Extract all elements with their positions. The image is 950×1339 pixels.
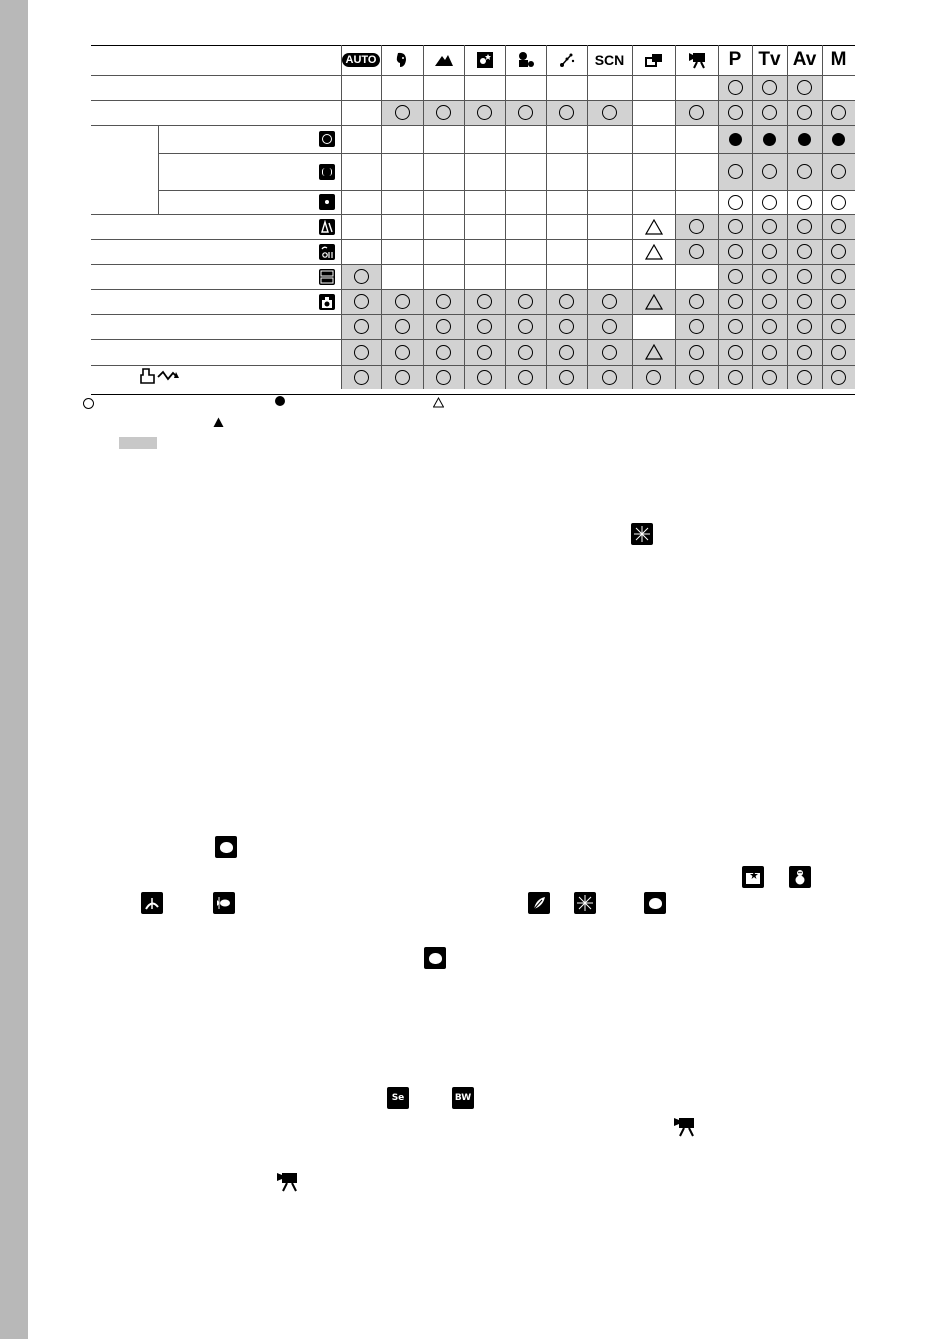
circle-mark-icon xyxy=(477,105,492,120)
column-label-av: Av xyxy=(792,49,817,70)
circle-mark-icon xyxy=(831,164,846,179)
circle-mark-icon xyxy=(762,370,777,385)
circle-mark-icon xyxy=(395,105,410,120)
underwater-icon xyxy=(644,892,666,914)
mark-circle xyxy=(505,365,546,389)
circle-mark-icon xyxy=(728,319,743,334)
beach-icon xyxy=(141,892,163,914)
mark-circle xyxy=(587,289,632,314)
column-label-m: M xyxy=(830,49,847,70)
circle-mark-icon xyxy=(797,370,812,385)
column-header-av xyxy=(787,45,822,75)
mark-circle xyxy=(587,100,632,125)
column-header-stitch xyxy=(632,45,675,75)
circle-mark-icon xyxy=(354,269,369,284)
circle-mark-icon xyxy=(395,345,410,360)
mark-circle xyxy=(752,365,787,389)
mark-circle xyxy=(546,365,587,389)
circle-mark-icon xyxy=(689,105,704,120)
circle-mark-icon xyxy=(559,345,574,360)
mark-circle xyxy=(787,264,822,289)
circle-mark-icon xyxy=(831,319,846,334)
column-label-scn: SCN xyxy=(594,52,625,68)
mark-circle xyxy=(546,339,587,365)
mark-circle xyxy=(675,339,718,365)
mark-circle xyxy=(505,339,546,365)
circle-mark-icon xyxy=(762,244,777,259)
circle-mark-icon xyxy=(689,370,704,385)
mark-circle xyxy=(423,100,464,125)
circle-mark-icon xyxy=(559,319,574,334)
mark-dot xyxy=(822,125,855,153)
column-header-scn xyxy=(587,45,632,75)
circle-mark-icon xyxy=(728,105,743,120)
legend-circle-icon xyxy=(83,398,94,409)
circle-mark-icon xyxy=(728,269,743,284)
column-header-landscape xyxy=(423,45,464,75)
mark-circle xyxy=(718,365,752,389)
legend-dot-icon xyxy=(275,396,285,406)
circle-mark-icon xyxy=(797,164,812,179)
circle-mark-icon xyxy=(354,345,369,360)
mark-circle xyxy=(787,75,822,100)
dot-mark-icon xyxy=(763,133,776,146)
circle-mark-icon xyxy=(728,80,743,95)
column-header-tv xyxy=(752,45,787,75)
mark-circle xyxy=(505,314,546,339)
mark-circle xyxy=(752,289,787,314)
mark-circle xyxy=(822,365,855,389)
mark-circle xyxy=(787,214,822,239)
column-header-movie xyxy=(675,45,718,75)
mark-circle xyxy=(718,264,752,289)
circle-mark-icon xyxy=(762,269,777,284)
table-bottom-rule xyxy=(91,394,855,395)
movie-icon xyxy=(687,51,707,69)
circle-mark-icon xyxy=(728,244,743,259)
mark-circle xyxy=(505,100,546,125)
evaluative-metering-icon-glyph xyxy=(322,134,332,144)
circle-mark-icon xyxy=(689,219,704,234)
mark-circle xyxy=(381,289,423,314)
page-edge-tab xyxy=(0,0,28,1339)
mark-triangle xyxy=(632,289,675,314)
circle-mark-icon xyxy=(518,345,533,360)
circle-mark-icon xyxy=(831,269,846,284)
mark-circle xyxy=(341,365,381,389)
mark-circle xyxy=(718,190,752,214)
indoor-icon xyxy=(557,51,577,69)
mark-circle xyxy=(787,365,822,389)
mark-circle xyxy=(587,314,632,339)
mark-triangle xyxy=(632,214,675,239)
mark-circle xyxy=(675,100,718,125)
aquarium-icon xyxy=(213,892,235,914)
mark-circle xyxy=(787,339,822,365)
column-header-p xyxy=(718,45,752,75)
mark-triangle xyxy=(632,339,675,365)
circle-mark-icon xyxy=(689,319,704,334)
mark-circle xyxy=(464,289,505,314)
mark-circle xyxy=(546,314,587,339)
circle-mark-icon xyxy=(762,105,777,120)
mark-circle xyxy=(675,214,718,239)
column-header-portrait xyxy=(381,45,423,75)
self-timer-icon xyxy=(319,294,335,310)
mark-circle xyxy=(718,339,752,365)
legend-filled-triangle-icon xyxy=(213,417,224,428)
circle-mark-icon xyxy=(831,345,846,360)
circle-mark-icon xyxy=(831,105,846,120)
center-weighted-metering-icon xyxy=(319,164,335,180)
mark-circle xyxy=(822,314,855,339)
column-header-m xyxy=(822,45,855,75)
column-header-indoor xyxy=(546,45,587,75)
circle-mark-icon xyxy=(477,319,492,334)
circle-mark-icon xyxy=(728,294,743,309)
circle-mark-icon xyxy=(689,345,704,360)
mark-circle xyxy=(718,239,752,264)
circle-mark-icon xyxy=(762,219,777,234)
dot-mark-icon xyxy=(798,133,811,146)
mark-circle xyxy=(675,365,718,389)
mark-circle xyxy=(752,214,787,239)
my-colors-sepia-icon: Se xyxy=(387,1087,409,1109)
circle-mark-icon xyxy=(728,370,743,385)
evaluative-metering-icon xyxy=(319,131,335,147)
mark-circle xyxy=(718,314,752,339)
circle-mark-icon xyxy=(797,319,812,334)
mark-dot xyxy=(787,125,822,153)
stitch-assist-icon xyxy=(644,51,664,69)
mark-circle xyxy=(822,339,855,365)
circle-mark-icon xyxy=(797,269,812,284)
mark-circle xyxy=(787,239,822,264)
mark-circle xyxy=(752,314,787,339)
circle-mark-icon xyxy=(436,105,451,120)
circle-mark-icon xyxy=(559,294,574,309)
mark-circle xyxy=(718,100,752,125)
triangle-mark-icon xyxy=(645,219,663,235)
circle-mark-icon xyxy=(728,345,743,360)
dot-mark-icon xyxy=(832,133,845,146)
mark-circle xyxy=(381,314,423,339)
circle-mark-icon xyxy=(831,370,846,385)
circle-mark-icon xyxy=(797,345,812,360)
mark-circle xyxy=(381,100,423,125)
center-weighted-metering-icon-glyph xyxy=(322,168,332,176)
portrait-icon xyxy=(392,51,412,69)
circle-mark-icon xyxy=(602,294,617,309)
night-scene-icon xyxy=(742,866,764,888)
circle-mark-icon xyxy=(477,370,492,385)
mark-dot xyxy=(752,125,787,153)
snow-icon xyxy=(789,866,811,888)
my-colors-bw-icon: BW xyxy=(452,1087,474,1109)
circle-mark-icon xyxy=(395,294,410,309)
circle-mark-icon xyxy=(831,244,846,259)
mark-circle xyxy=(787,190,822,214)
my-colors-off-icon xyxy=(319,244,335,260)
mark-circle xyxy=(381,339,423,365)
circle-mark-icon xyxy=(762,294,777,309)
mark-circle xyxy=(587,365,632,389)
circle-mark-icon xyxy=(518,294,533,309)
mark-triangle xyxy=(632,239,675,264)
mark-circle xyxy=(464,100,505,125)
mark-circle xyxy=(752,190,787,214)
mark-circle xyxy=(752,75,787,100)
mark-circle xyxy=(752,264,787,289)
mark-circle xyxy=(587,339,632,365)
mark-circle xyxy=(423,289,464,314)
circle-mark-icon xyxy=(762,164,777,179)
circle-mark-icon xyxy=(602,345,617,360)
mark-circle xyxy=(341,289,381,314)
circle-mark-icon xyxy=(797,294,812,309)
circle-mark-icon xyxy=(436,319,451,334)
circle-mark-icon xyxy=(728,195,743,210)
spot-metering-icon xyxy=(319,194,335,210)
night-snapshot-icon xyxy=(475,51,495,69)
mark-circle xyxy=(752,239,787,264)
mark-circle xyxy=(822,264,855,289)
mark-circle xyxy=(675,289,718,314)
circle-mark-icon xyxy=(646,370,661,385)
mark-circle xyxy=(423,339,464,365)
circle-mark-icon xyxy=(436,345,451,360)
mark-circle xyxy=(464,314,505,339)
mark-circle xyxy=(718,214,752,239)
mark-circle xyxy=(546,289,587,314)
mark-circle xyxy=(822,190,855,214)
mark-circle xyxy=(341,314,381,339)
mark-circle xyxy=(787,289,822,314)
circle-mark-icon xyxy=(436,294,451,309)
mark-circle xyxy=(505,289,546,314)
mark-circle xyxy=(787,153,822,190)
mark-circle xyxy=(718,289,752,314)
mark-circle xyxy=(752,153,787,190)
mark-circle xyxy=(675,314,718,339)
circle-mark-icon xyxy=(728,219,743,234)
group-divider xyxy=(158,125,159,214)
legend-triangle-icon xyxy=(433,397,444,408)
awb-icon xyxy=(319,219,335,235)
mark-circle xyxy=(381,365,423,389)
circle-mark-icon xyxy=(797,195,812,210)
triangle-mark-icon xyxy=(645,244,663,260)
circle-mark-icon xyxy=(728,164,743,179)
movie-icon xyxy=(672,1115,698,1139)
circle-mark-icon xyxy=(831,294,846,309)
circle-mark-icon xyxy=(559,370,574,385)
circle-mark-icon xyxy=(477,294,492,309)
mark-circle xyxy=(822,289,855,314)
circle-mark-icon xyxy=(477,345,492,360)
mark-circle xyxy=(341,264,381,289)
circle-mark-icon xyxy=(436,370,451,385)
circle-mark-icon xyxy=(602,370,617,385)
mark-circle xyxy=(464,365,505,389)
mark-circle xyxy=(675,239,718,264)
mark-circle xyxy=(822,214,855,239)
underwater-icon-2 xyxy=(424,947,446,969)
iso-auto-icon xyxy=(319,269,335,285)
circle-mark-icon xyxy=(354,319,369,334)
foliage-icon xyxy=(528,892,550,914)
circle-mark-icon xyxy=(395,319,410,334)
legend-shaded-swatch xyxy=(119,437,157,449)
auto-mode-icon: AUTO xyxy=(342,53,381,67)
circle-mark-icon xyxy=(797,244,812,259)
mark-circle xyxy=(787,100,822,125)
mark-circle xyxy=(423,365,464,389)
flower-macro-icon xyxy=(215,836,237,858)
column-header-kids-pets xyxy=(505,45,546,75)
mark-circle xyxy=(632,365,675,389)
print-share-icon xyxy=(139,367,185,385)
triangle-mark-icon xyxy=(645,294,663,310)
mark-circle xyxy=(423,314,464,339)
circle-mark-icon xyxy=(395,370,410,385)
spot-metering-icon-glyph xyxy=(325,200,329,204)
mark-circle xyxy=(546,100,587,125)
circle-mark-icon xyxy=(354,294,369,309)
circle-mark-icon xyxy=(689,244,704,259)
mark-circle xyxy=(464,339,505,365)
column-header-auto xyxy=(341,45,381,75)
fireworks-icon xyxy=(631,523,653,545)
mark-circle xyxy=(718,153,752,190)
mark-circle xyxy=(718,75,752,100)
mark-circle xyxy=(822,153,855,190)
circle-mark-icon xyxy=(518,319,533,334)
circle-mark-icon xyxy=(797,105,812,120)
circle-mark-icon xyxy=(797,219,812,234)
circle-mark-icon xyxy=(354,370,369,385)
circle-mark-icon xyxy=(831,219,846,234)
dot-mark-icon xyxy=(729,133,742,146)
circle-mark-icon xyxy=(762,319,777,334)
circle-mark-icon xyxy=(762,195,777,210)
mark-circle xyxy=(341,339,381,365)
mark-circle xyxy=(787,314,822,339)
kids-pets-icon xyxy=(516,51,536,69)
circle-mark-icon xyxy=(797,80,812,95)
circle-mark-icon xyxy=(518,105,533,120)
mark-circle xyxy=(822,239,855,264)
mark-circle xyxy=(822,100,855,125)
circle-mark-icon xyxy=(518,370,533,385)
circle-mark-icon xyxy=(602,105,617,120)
movie-icon-2 xyxy=(275,1170,301,1194)
column-header-night-snapshot xyxy=(464,45,505,75)
mark-circle xyxy=(752,339,787,365)
circle-mark-icon xyxy=(762,80,777,95)
circle-mark-icon xyxy=(689,294,704,309)
circle-mark-icon xyxy=(831,195,846,210)
circle-mark-icon xyxy=(602,319,617,334)
column-label-p: P xyxy=(728,49,742,70)
column-label-tv: Tv xyxy=(758,49,781,70)
fireworks-icon-2 xyxy=(574,892,596,914)
landscape-icon xyxy=(434,51,454,69)
circle-mark-icon xyxy=(762,345,777,360)
mark-circle xyxy=(752,100,787,125)
triangle-mark-icon xyxy=(645,344,663,360)
mark-dot xyxy=(718,125,752,153)
circle-mark-icon xyxy=(559,105,574,120)
